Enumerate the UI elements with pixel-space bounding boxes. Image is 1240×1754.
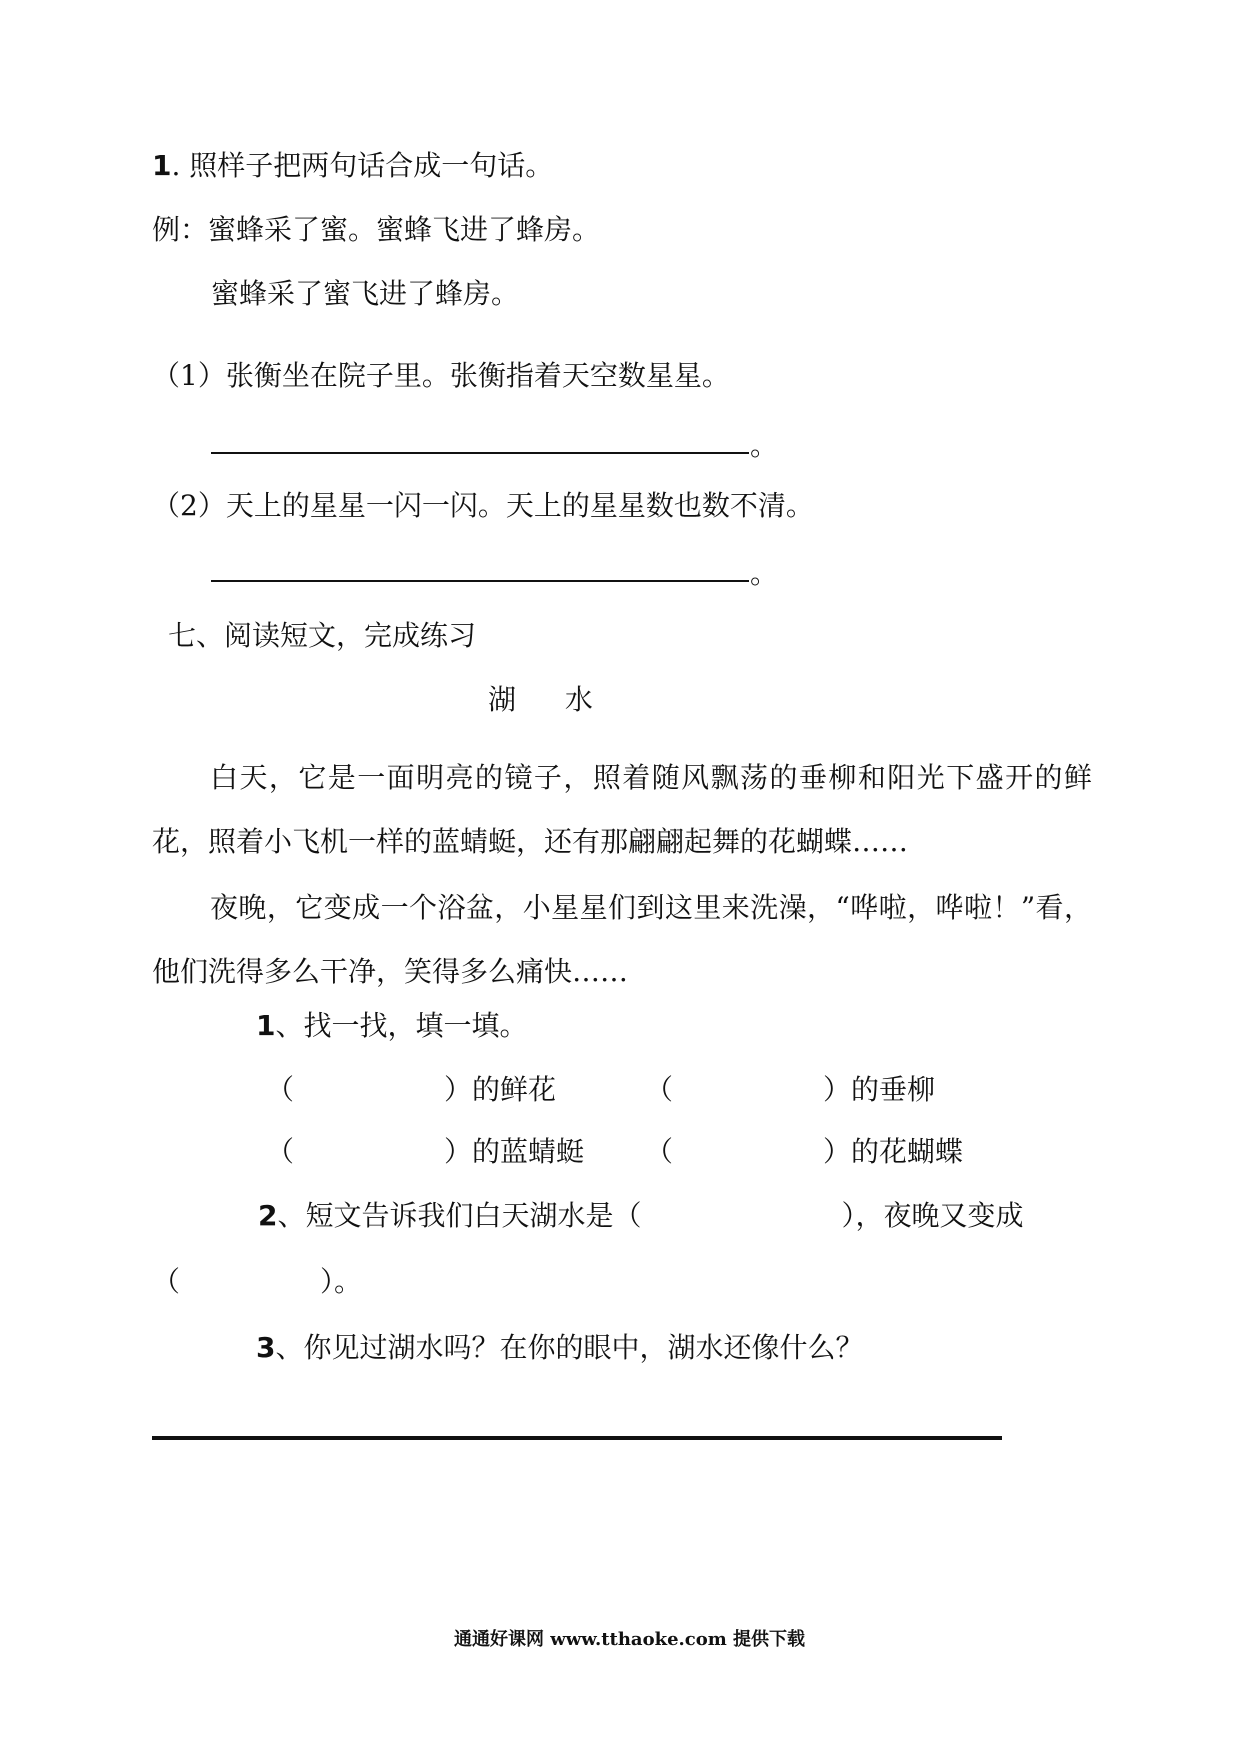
fill-blank-3-label: 的蓝蜻蜓 (472, 1135, 585, 1168)
example-sentences: 蜜蜂采了蜜。蜜蜂飞进了蜂房。 (208, 213, 601, 246)
q1-item-1-end: 。 (750, 429, 779, 462)
q1-item-1 (152, 358, 730, 394)
passage-paragraph-1: 白天，它是一面明亮的镜子，照着随风飘荡的垂柳和阳光下盛开的鲜花，照着小飞机一样的蓝蜻蜓，还有那翩翩起舞的花蝴蝶…… (152, 761, 1092, 858)
reading-q3 (256, 1330, 864, 1366)
q1-item-2-answer-line[interactable] (211, 580, 749, 582)
reading-q2-continued: （ ）。 (152, 1265, 363, 1298)
q1-number: 1 (152, 149, 172, 182)
passage-paragraph-2: 夜晚，它变成一个浴盆，小星星们到这里来洗澡，“哗啦，哗啦！”看，他们洗得多么干净，笑得多么痛快…… (152, 891, 1092, 988)
reading-q3-number: 3 (256, 1331, 276, 1364)
example-line (152, 212, 600, 248)
q1-item-2 (152, 488, 814, 524)
reading-q1 (256, 1008, 528, 1044)
fill-blank-1: （ ）的鲜花 (266, 1073, 557, 1106)
footer-credit: 通通好课网 www.tthaoke.com 提供下载 (454, 1629, 806, 1650)
example-answer: 蜜蜂采了蜜飞进了蜂房。 (211, 277, 520, 310)
reading-q1-text: 、找一找，填一填。 (275, 1009, 528, 1042)
q1-title: 照样子把两句话合成一句话。 (189, 149, 554, 182)
fill-blank-4-label: 的花蝴蝶 (851, 1135, 964, 1168)
reading-q2-end: ）。 (320, 1265, 363, 1298)
fill-blank-2: （ ）的垂柳 (645, 1073, 936, 1106)
q1-item-2-label: （2） (152, 489, 226, 522)
reading-q1-number: 1 (256, 1009, 276, 1042)
fill-blank-4: （ ）的花蝴蝶 (645, 1135, 964, 1168)
passage-title: 湖 水 (488, 683, 593, 716)
reading-q2-middle: ），夜晚又变成 (841, 1199, 1024, 1232)
fill-blank-3: （ ）的蓝蜻蜓 (266, 1135, 585, 1168)
reading-q2-number: 2 (258, 1199, 278, 1232)
example-label: 例： (152, 213, 209, 246)
q1-item-2-end: 。 (750, 557, 779, 590)
section7-heading: 七、阅读短文，完成练习 (168, 619, 477, 652)
q1-item-1-answer-line[interactable] (211, 452, 749, 454)
fill-blank-1-label: 的鲜花 (472, 1073, 557, 1106)
reading-q2-text: 、短文告诉我们白天湖水是（ (277, 1199, 642, 1232)
reading-q3-answer-line[interactable] (152, 1436, 1002, 1440)
q1-heading: 1. 照样子把两句话合成一句话。 (152, 149, 554, 182)
fill-blank-2-label: 的垂柳 (851, 1073, 936, 1106)
q1-item-1-label: （1） (152, 359, 226, 392)
q1-item-2-text: 天上的星星一闪一闪。天上的星星数也数不清。 (225, 489, 814, 522)
q1-item-1-text: 张衡坐在院子里。张衡指着天空数星星。 (225, 359, 730, 392)
reading-q3-text: 、你见过湖水吗？在你的眼中，湖水还像什么？ (275, 1331, 864, 1364)
reading-q2 (258, 1198, 1024, 1234)
